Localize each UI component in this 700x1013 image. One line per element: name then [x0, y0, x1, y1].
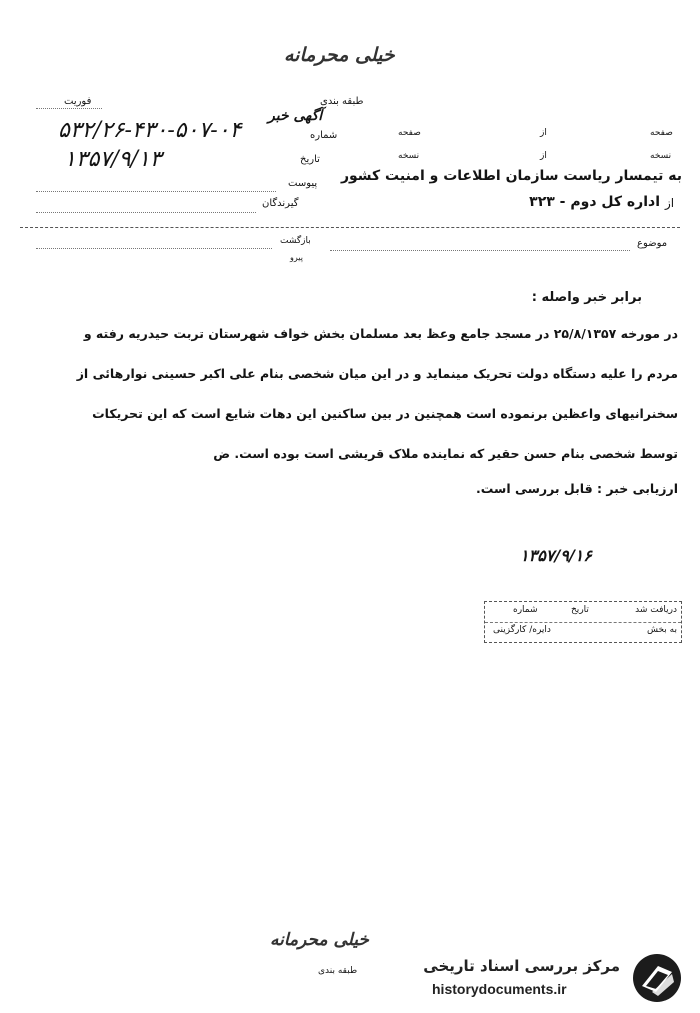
watermark-logo-icon — [628, 952, 686, 1004]
date-label: تاریخ — [300, 154, 320, 165]
priority-label: فوریت — [64, 96, 92, 107]
watermark-title: مرکز بررسی اسناد تاریخی — [423, 957, 620, 975]
priority-field-line — [36, 108, 102, 109]
classification-bottom: خیلی محرمانه — [270, 930, 369, 950]
date-value: ۱۳۵۷/۹/۱۳ — [64, 147, 162, 172]
body-line-1: در مورخه ۲۵/۸/۱۳۵۷ در مسجد جامع وعظ بعد مسلمان بخش خواف شهرستان تربت حیدریه رفته و — [83, 326, 678, 341]
category-label: طبقه بندی — [320, 96, 364, 107]
follow-label: بازگشت — [280, 236, 311, 246]
body-line-4: توسط شخصی بنام حسن حقیر که نماینده ملاک قریشی است بوده است. ض — [213, 446, 678, 461]
follow-sub: پیرو — [290, 253, 303, 262]
salutation: برابر خبر واصله : — [531, 290, 642, 305]
recipients-label: گیرندگان — [262, 198, 299, 209]
attachment-field-line — [36, 191, 276, 192]
number-value: ۵۳۲/۲۶-۴۳۰-۵۰۷-۰۴ — [58, 118, 242, 143]
category-bottom: طبقه بندی — [318, 966, 358, 976]
watermark-url: historydocuments.ir — [432, 981, 567, 997]
receipt-stamp — [484, 601, 682, 643]
subject-field-line — [330, 250, 630, 251]
from-small-2: از — [540, 151, 547, 161]
from-value: اداره کل دوم - ۳۲۳ — [529, 194, 660, 210]
attachment-label: پیوست — [288, 178, 318, 189]
copy-label: نسخه — [650, 151, 672, 161]
follow-field-line — [36, 248, 272, 249]
stamp-row1-left: شماره — [513, 605, 538, 615]
handwritten-date: ۱۳۵۷/۹/۱۶ — [520, 546, 592, 565]
header-separator — [20, 227, 680, 228]
stamp-row2-right: به بخش — [647, 625, 677, 635]
copy-label-2: نسخه — [398, 151, 420, 161]
stamp-row2-left: دایره/ کارگزینی — [493, 625, 551, 635]
to-line: به تیمسار ریاست سازمان اطلاعات و امنیت کشور — [340, 168, 682, 184]
subject-label: موضوع — [637, 238, 668, 249]
body-line-2: مردم را علیه دستگاه دولت تحریک مینماید و در این میان شخصی بنام علی اکبر حسینی نوارهائی از — [76, 366, 678, 381]
category-value: آگهی خبر — [268, 108, 323, 124]
stamp-row1-mid: تاریخ — [571, 605, 589, 615]
recipients-field-line — [36, 212, 256, 213]
page-label-2: صفحه — [398, 128, 421, 138]
evaluation-line: ارزیابی خبر : قابل بررسی است. — [476, 481, 678, 496]
number-label: شماره — [310, 130, 338, 141]
body-line-3: سخنرانیهای واعظین برنموده است همچنین در بین ساکنین این دهات شایع است که این تحریکات — [92, 406, 678, 421]
page-label-1: صفحه — [650, 128, 673, 138]
from-small-1: از — [540, 128, 547, 138]
stamp-row1-right: دریافت شد — [635, 605, 677, 615]
from-label: از — [665, 196, 675, 210]
classification-top: خیلی محرمانه — [284, 44, 395, 66]
